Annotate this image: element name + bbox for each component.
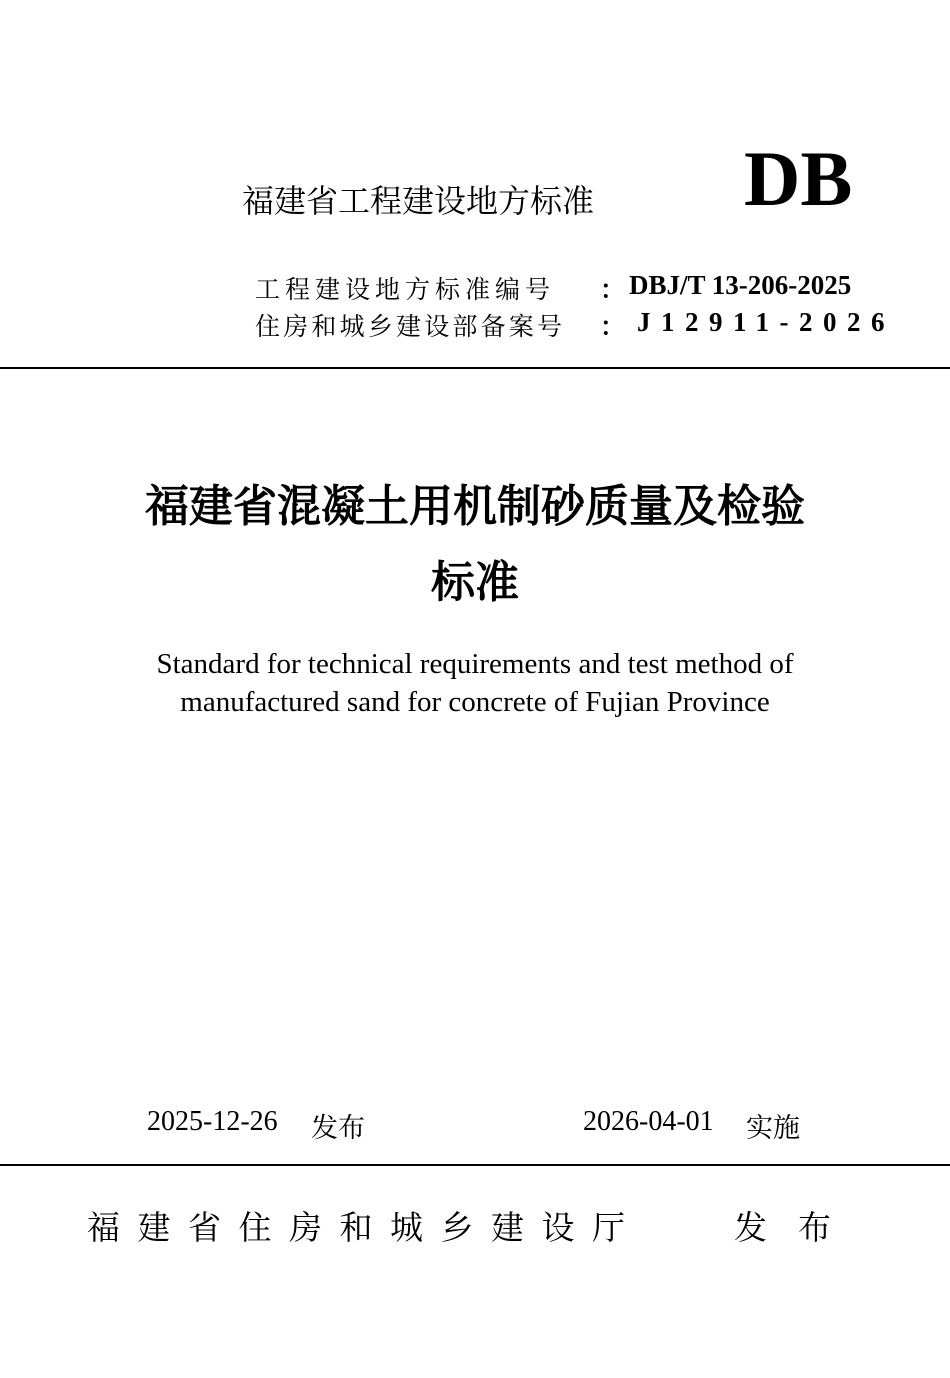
db-mark: DB [744,135,853,222]
record-number-label: 住房和城乡建设部备案号 [255,312,566,341]
title-english-line2: manufactured sand for concrete of Fujian Province [180,686,770,718]
title-chinese-line2: 标准 [431,557,519,608]
standard-number-colon: ： [600,275,626,304]
record-number-value: J12911-2026 [637,307,896,337]
issue-date: 2025-12-26 [147,1106,278,1137]
title-chinese-line1: 福建省混凝土用机制砂质量及检验 [145,481,805,532]
title-english-line1: Standard for technical requirements and test method of [156,648,794,680]
series-title: 福建省工程建设地方标准 [242,182,595,220]
issue-word: 发布 [311,1113,365,1144]
release-word: 发布 [734,1208,862,1247]
issuing-authority: 福建省住房和城乡建设厅 [87,1208,643,1247]
record-number-colon: ： [600,312,626,341]
effective-date: 2026-04-01 [583,1106,714,1137]
top-divider [0,367,950,369]
bottom-divider [0,1164,950,1166]
standard-number-value: DBJ/T 13-206-2025 [629,270,852,300]
effective-word: 实施 [746,1113,800,1144]
standard-number-label: 工程建设地方标准编号 [255,275,556,304]
